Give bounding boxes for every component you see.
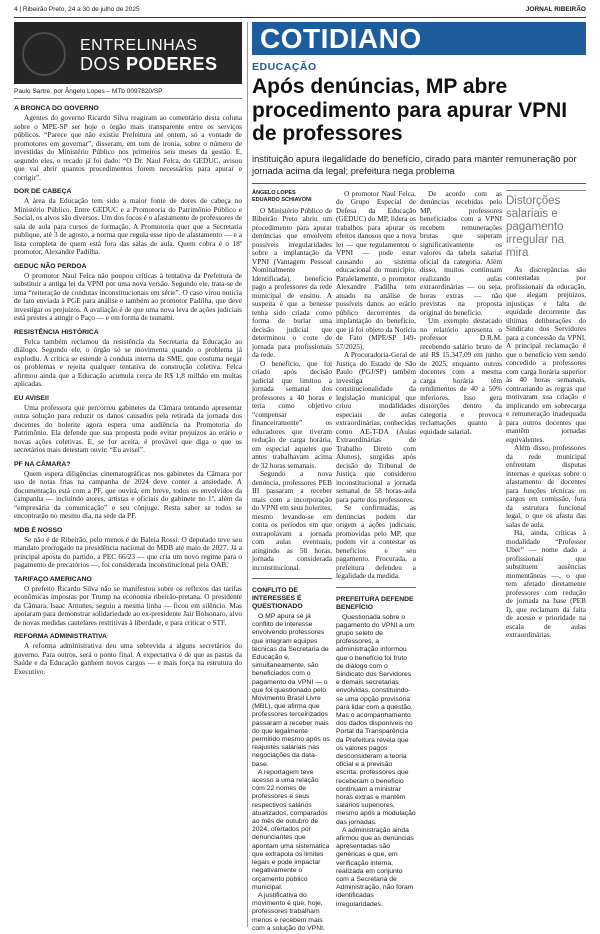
story-paragraph: O Ministério Público de Ribeirão Preto abriu um procedimento para apurar denúncias que envolvem possíveis irregularidades sobre a implantação da VPNI (Vantagem Pessoal Nominalmente Identificada), benefício pago a professores da rede municipal de ensino. A suspeita é que a benesse tenha sido criada como forma de burlar uma decisão judicial que determinou o corte de jornada para profissionais da rede.	[252, 205, 332, 359]
note-paragraph: Agentes do governo Ricardo Silva reagiram ao comentário desta coluna sobre o MPE-SP ser hoje o órgão mais transparente entre os serviços públicos. “Parece que não existiu Prefeitura até ontem, só a vontade de promotores em governar”, disseram, em tom de ironia, sobre o número de investidas do Ministério Público nos primeiros seis meses da gestão. E, segundo eles, o recado já foi dado: “O Dr. Naul Felca, do GEDUC, avisou que vai abrir quantos procedimentos forem necessários para apurar e corrigir”.	[14, 113, 242, 182]
sub-paragraph: A reportagem teve acesso a uma relação com 22 nomes de professores e seus respectivos salários atualizados, comparados ao mês de outubro de 2024, ofertados por denunciantes que apontam uma sistemática que extrapola os limites legais e pode impactar negativamente o orçamento público municipal.	[252, 768, 330, 891]
note-heading: EU AVISEI!	[14, 394, 50, 402]
sub-divider	[252, 578, 332, 579]
story-authors	[252, 190, 332, 204]
story-paragraph: O benefício, que foi criado após decisão judicial que limitou a jornada semanal dos professores a 40 horas e teria como objetivo “compensar financeiramente” os educadores que tiveram redução de carga horária, em especial aqueles que antes trabalhavam acima de 32 horas semanais.	[252, 358, 332, 470]
note-paragraph: A área da Educação tem sido a maior fonte de dores de cabeça no Ministério Público. Entre GEDUC e a Promotoria do Patrimônio Público e Social, os alvos são diversos. Um dos focos é o afastamento de professores de sala de aula para cursos de formação. A Promotoria quer que a Secretaria publique, até 3 de agosto, a norma que regula esse tipo de afastamento — e a lista completa de quem está fora das salas de aula. Quem cobra é o 18º promotor, Alexandre Padilha.	[14, 196, 242, 256]
story-paragraph: A Procuradoria-Geral de Justiça do Estado de São Paulo (PGJ/SP) também investiga a constitucionalidade da legislação municipal que criou modalidades especiais de aulas extraordinárias, conhecidas como AE-T-DA (Aulas Extraordinárias de Trabalho Direto com Alunos), surgidas após decisão do Tribunal de Justiça que considerou inconstitucional a jornada semanal de 58 horas-aula para parte dos professores.	[336, 350, 416, 504]
sidebar-conflict	[252, 578, 332, 933]
column-note	[14, 188, 242, 257]
note-heading: DOR DE CABEÇA	[14, 188, 72, 195]
note-heading: REFORMA ADMINISTRATIVA	[14, 633, 107, 640]
author-name: EDUARDO SCHIAVONI	[252, 196, 312, 203]
sub-heading: CONFLITO DE INTERESSES É QUESTIONADO	[252, 587, 303, 610]
sub-paragraph: A administração ainda afirmou que as denúncias apresentadas são genéricas e que, em verificação interna, realizada em conjunto com a Secretaria de Administração, não foram identificadas irregularidades.	[336, 826, 414, 908]
story-paragraph: Além disso, professores da rede municipal enfrentam disputas internas e queixas sobre o afastamento de docentes para funções técnicas ou cargos em comissão, fora da estrutura funcional legal, o que os afasta das salas de aula.	[506, 443, 586, 529]
column-divider	[247, 22, 248, 927]
story-paragraph: As discrepâncias são contestadas por profissionais da educação, que alegam prejuízos, injustiças e falta de equidade decorrente das últimas deliberações do Sindicato dos Servidores para a concessão da VPNI. A principal reclamação é que o benefício vem sendo concedido a professores com carga horária superior às 40 horas semanais, contrariando as regras que motivaram sua criação e implicando em sobrecarga e remuneração inadequada para outros docentes que mantêm jornadas equivalentes.	[506, 264, 586, 444]
note-heading: A BRONCA DO GOVERNO	[14, 105, 99, 112]
story-paragraph: Se confirmadas, as denúncias podem dar origem a ações judiciais, promovidas pelo MP, que podem vir a contestar os benefícios e seu pagamento. Procurada, a prefeitura defendeu a legalidade da medida.	[336, 503, 416, 580]
column-note	[14, 263, 242, 323]
note-paragraph: Quem espera diligências cinematográficas nos gabinetes da Câmara por uso de notas frias na campanha de 2024 deve conter a ansiedade. A documentação está com a PF, que ouvirá, em breve, todos os envolvidos da campanha — incluindo atores, artistas e oficiais do gabinete no 1º, além da “empresária da comunicação” e seu cônjuge. Resta saber se todos se encontrarão no mesmo dia, na sede da PF.	[14, 468, 242, 520]
story-column-3	[420, 190, 502, 437]
sidebar-prefeitura	[336, 587, 416, 909]
column-sections	[14, 105, 242, 676]
note-paragraph: O promotor Naul Felca não poupou críticas à tentativa da Prefeitura de substituir a antiga lei da VPNI por uma nova versão. Segundo ele, trata-se de uma “reiteração de condutas inconstitucionais em série”. O caso virou notícia de fato enviada à PGE para análise e também ao promotor Padilha, que deve investigar os prejuízos. A avaliação é de que uma nova leva de ações judiciais está prestes a atingir o Paço — e em forma de tsunami.	[14, 270, 242, 322]
column-note	[14, 527, 242, 570]
folio-paper-name: JORNAL RIBEIRÃO	[525, 6, 586, 13]
page-folio	[14, 6, 586, 18]
story-headline: Após denúncias, MP abre procedimento para apurar VPNI de professores	[252, 75, 568, 145]
banner-decoration-icon	[22, 32, 66, 76]
main-story	[252, 22, 586, 932]
sub-paragraph: Questionada sobre o pagamento do VPNI a um grupo seleto de professores, a administração informou que o benefício foi fruto de diálogo com o Sindicato dos Servidores e demais secretarias envolvidas, constituindo-se uma opção provisória para lidar com a questão. Mas o acompanhamento dos dados disponíveis no Portal da Transparência da Prefeitura revela que os valores pagos desconsideram a teoria oficial e a previsão escrita: professores que receberam o benefício continuam a ministrar horas extras e mantêm salários superiores, mesmo após a modulação das jornadas.	[336, 613, 416, 826]
sub-paragraph: O MP apura se já conflito de interesse envolvendo professores que integram equipes técnicas da Secretaria de Educação e, simultaneamente, são beneficiados com o pagamento da VPNI — o que foi questionado pelo Movimento Brasil Livre (MBL), que afirma que professores terceirizados passaram a receber mais do que legalmente permitido mesmo após os reajustes salariais nas negociações da data-base.	[252, 613, 330, 768]
column-note	[14, 633, 242, 676]
folio-date: 4 | Ribeirão Preto, 24 a 30 de julho de 2025	[14, 6, 140, 13]
note-heading: GEDUC NÃO PERDOA	[14, 262, 87, 270]
banner-title-line2: DOS PODERES	[80, 54, 218, 74]
section-title: COTIDIANO	[252, 22, 586, 55]
note-paragraph: Felca também reclamou da resistência da Secretaria da Educação ao diálogo. Segundo ele, o órgão só se movimenta quando o problema já explodiu. A crítica se estende à conduta interna da SME, que costuma negar os problemas e rejeita qualquer tentativa de construção coletiva. Felca afirmou ainda que a Educação acumula cerca de R$ 1,8 milhão em multas aplicadas.	[14, 336, 242, 388]
story-column-2	[336, 190, 416, 909]
sub-paragraph: A justificativa do movimento é que, hoje, professores trabalham menos e recebem mais com a solução do VPNI.	[252, 891, 325, 932]
story-column-4	[506, 190, 586, 640]
note-heading: TARIFAÇO AMERICANO	[14, 575, 92, 583]
pull-quote: Distorções salariais e pagamento irregular na mira	[506, 190, 586, 260]
note-heading: PF NA CÂMARA?	[14, 460, 71, 468]
column-note	[14, 329, 242, 389]
story-columns	[252, 188, 586, 932]
note-heading: MDB É NOSSO	[14, 526, 63, 534]
column-note	[14, 576, 242, 628]
note-paragraph: O prefeito Ricardo Silva não se manifestou sobre os reflexos das tarifas econômicas impostas por Trump na economia ribeirão-pretana. O presidente da Câmara, Isaac Antunes, seguiu a mesma linha — ficou em silêncio. Mas apoiaram para demonstrar solidariedade ao ex-presidente Jair Bolsonaro, alvo de novas medidas cautelares restritivas à liberdade, e para criticar o STF.	[14, 583, 242, 627]
story-paragraph: Há, ainda, críticas à modalidade “Professor Uber” — nome dado a profissionais que substituem ausências momentâneas —, o que tem afetado diretamente professores com redução de jornada na base (PEB I), que reclamam da falta de acesso e prioridade na escala de aulas extraordinárias.	[506, 528, 586, 639]
deck-divider	[252, 183, 586, 184]
story-kicker: EDUCAÇÃO	[252, 61, 317, 73]
column-note	[14, 395, 242, 455]
note-paragraph: A reforma administrativa deu uma sobrevida a alguns secretários do governo. Para outros, será o ponto final. A expectativa é de que as pastas da Saúde e da Educação ganhem novos cargos — e mais força na estrutura do Executivo.	[14, 641, 242, 676]
banner-title-line1: ENTRELINHAS	[80, 37, 198, 54]
column-note	[14, 105, 242, 182]
note-paragraph: Se não é de Ribeirão, pelo menos é de Baleia Rossi. O deputado teve seu mandato prorrogado na presidência nacional do MDB até maio de 2027. Já a principal aposta do partido, a PEC 66/23 — que cria um novo regime para o pagamento de precatórios —, foi considerada inconstitucional pela OAB.	[14, 534, 242, 569]
sub-divider	[336, 587, 416, 588]
sub-heading: PREFEITURA DEFENDE BENEFÍCIO	[336, 595, 414, 611]
note-paragraph: Uma professora que percorreu gabinetes da Câmara tentando apresentar outra solução para reduzir os danos causados pela retirada da jornada dos docentes do holerite agora espera uma audiência na Promotoria do Patrimônio. Ela defende que sua proposta pode evitar prejuízos ao erário e novas ações coletivas. E, se for aceita, é provável que diga o que os secretários mais detestam ouvir: “Eu avisei”.	[14, 402, 242, 454]
story-paragraph: De acordo com as denúncias recebidas pelo MP, professores beneficiados com a VPNI recebem remunerações brutas que superam significativamente os valores da tabela salarial oficial da categoria. Além disso, muitos continuam realizando aulas extraordinárias — ou seja, horas extras — não previstas na proposta original do benefício.	[420, 188, 502, 317]
opinion-column	[14, 22, 242, 927]
author-name: ÂNGELO LOPES	[252, 189, 296, 196]
story-paragraph: O promotor Naul Felca, do Grupo Especial de Defesa da Educação (GEDUC) do MP, lidera os trabalhos para apurar os efeitos danosos que a nova lei — que regulamentou o VPNI — pode estar causando ao sistema educacional do município. Paralelamente, o promotor Alexandre Padilha tem atuado na análise de possíveis danos ao erário público decorrentes da implantação do benefício, que já foi objeto da Notícia de Fato (MPE/SP 149-57/2025).	[336, 188, 416, 351]
story-column-1	[252, 190, 332, 933]
column-banner	[14, 22, 242, 84]
note-heading: RESISTÊNCIA HISTÓRICA	[14, 328, 99, 336]
story-paragraph: Segundo a nova denúncia, professores PEB III passaram a receber mais com a incorporação do VPNI em seus holerites, mesmo levando-se em conta os períodos em que extrapolavam a jornada com aulas eventuais, atingindo as 58 horas, jornada considerada inconstitucional.	[252, 469, 332, 572]
story-paragraph: Um exemplo destacado no relatório apresenta o professor D.R.M. recebendo salário bruto de até R$ 15.347,09 em junho de 2025, enquanto outros docentes com a mesma carga horária têm rendimentos de 40 a 50% inferiores. Isso gera distorções dentro da categoria e provoca reclamações quanto à equidade salarial.	[420, 316, 502, 436]
column-note	[14, 461, 242, 521]
story-deck: instituição apura ilegalidade do benefício, cirado para manter remuneração por jornada acima da legal; prefeitura nega problema	[252, 153, 577, 176]
column-byline: Paulo Sartre, por Ângelo Lopes – MTb 0097820/SP	[14, 84, 242, 99]
